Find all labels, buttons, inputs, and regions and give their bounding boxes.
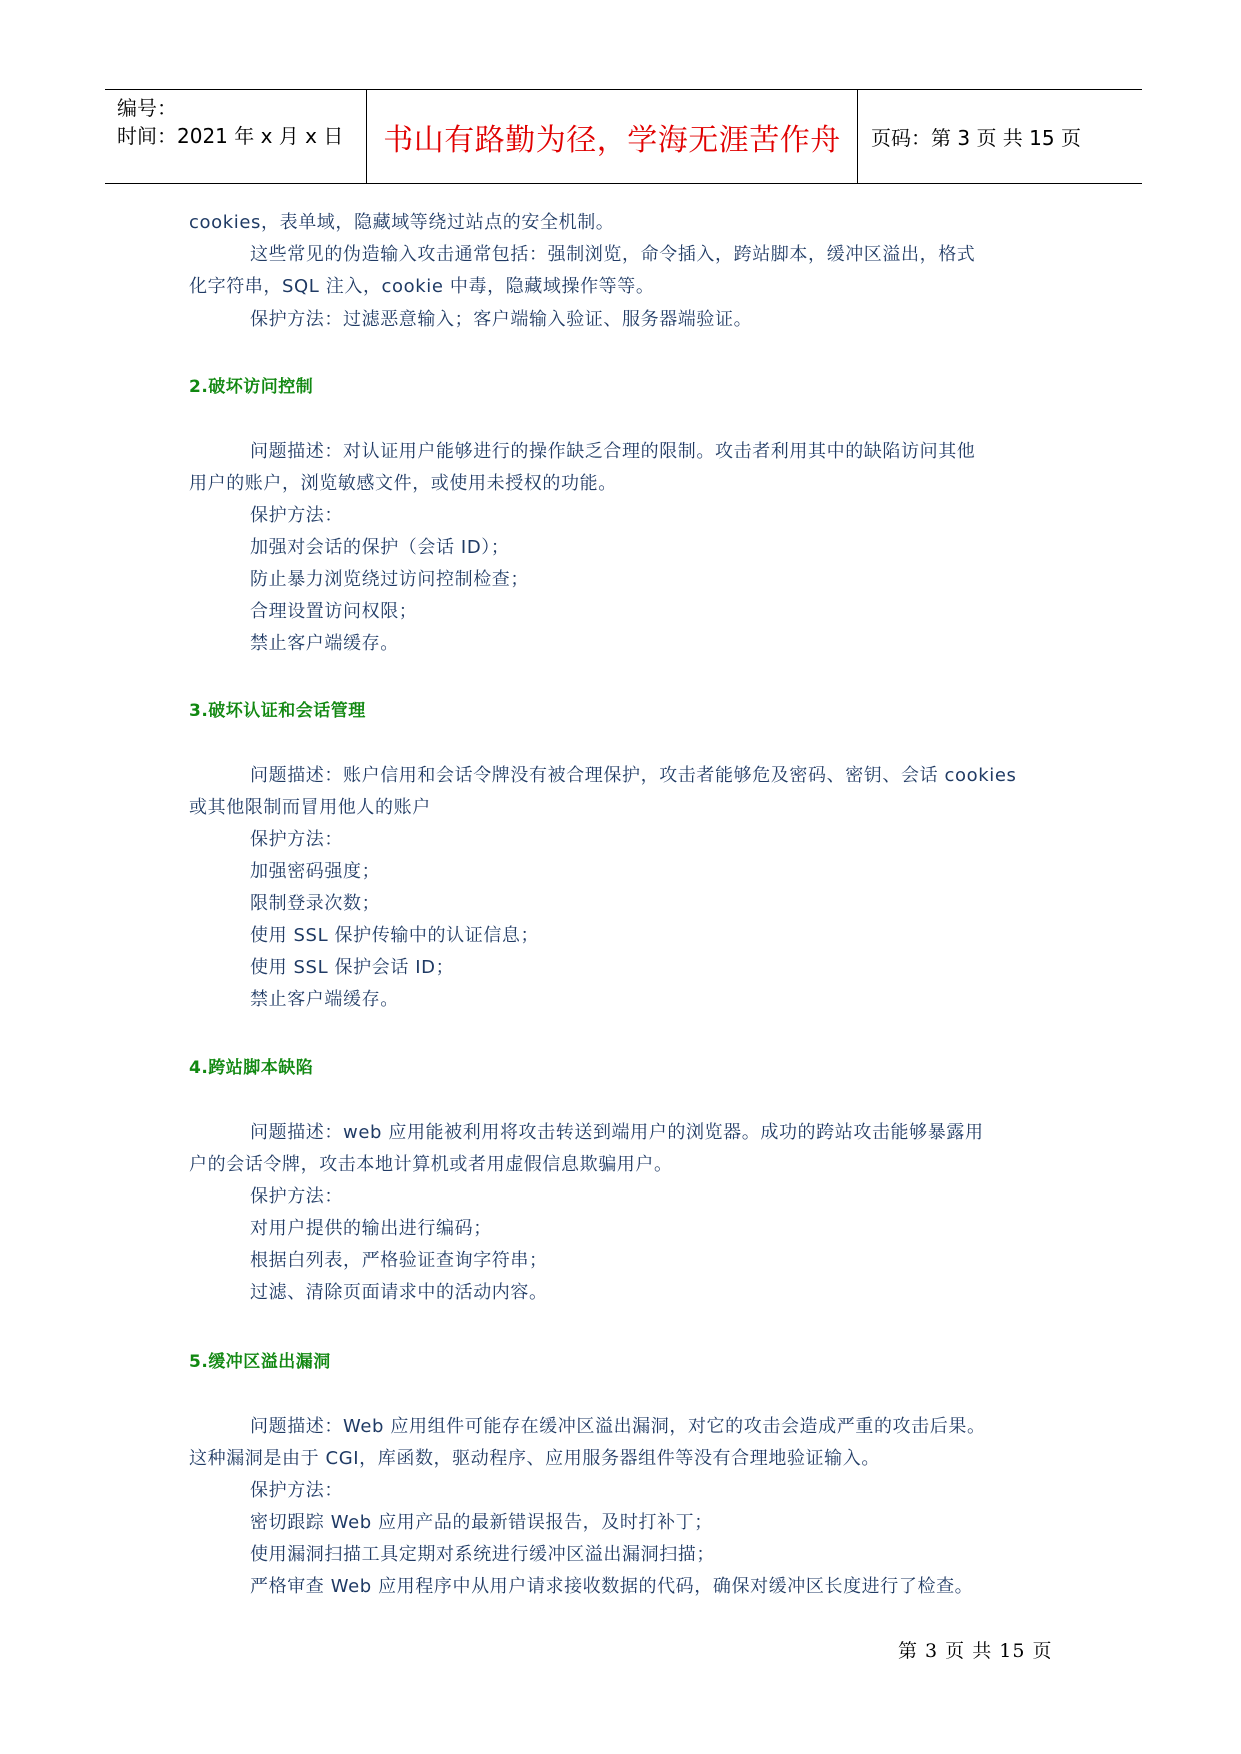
list-item: 限制登录次数； <box>250 893 381 914</box>
list-item: 严格审查 Web 应用程序中从用户请求接收数据的代码，确保对缓冲区长度进行了检查。 <box>250 1576 974 1597</box>
section-heading: 5.缓冲区溢出漏洞 <box>189 1352 331 1372</box>
header-left-cell <box>105 90 367 183</box>
paragraph-line: 问题描述：账户信用和会话令牌没有被合理保护，攻击者能够危及密码、密钥、会话 cookies <box>250 765 1017 786</box>
paragraph-line: 问题描述：Web 应用组件可能存在缓冲区溢出漏洞，对它的攻击会造成严重的攻击后果。 <box>250 1416 986 1437</box>
header-motto: 书山有路勤为径，学海无涯苦作舟 <box>367 90 858 183</box>
paragraph-line: 或其他限制而冒用他人的账户 <box>189 797 431 818</box>
list-item: 防止暴力浏览绕过访问控制检查； <box>250 569 529 590</box>
section-heading: 2.破坏访问控制 <box>189 377 314 397</box>
section-heading: 4.跨站脚本缺陷 <box>189 1058 314 1078</box>
document-number-label: 编号： <box>117 96 177 120</box>
paragraph-line: 用户的账户，浏览敏感文件，或使用未授权的功能。 <box>189 473 617 494</box>
header-page-label: 页码：第 3 页 共 15 页 <box>871 126 1081 150</box>
section-heading: 3.破坏认证和会话管理 <box>189 701 366 721</box>
paragraph-line: 问题描述：对认证用户能够进行的操作缺乏合理的限制。攻击者利用其中的缺陷访问其他 <box>250 441 976 462</box>
list-item: 过滤、清除页面请求中的活动内容。 <box>250 1282 548 1303</box>
protection-label: 保护方法： <box>250 1480 343 1501</box>
list-item: 对用户提供的输出进行编码； <box>250 1218 492 1239</box>
list-item: 使用 SSL 保护传输中的认证信息； <box>250 925 540 946</box>
list-item: 使用 SSL 保护会话 ID； <box>250 957 455 978</box>
protection-label: 保护方法： <box>250 1186 343 1207</box>
list-item: 加强密码强度； <box>250 861 381 882</box>
paragraph-line: 户的会话令牌，攻击本地计算机或者用虚假信息欺骗用户。 <box>189 1154 673 1175</box>
document-date-label: 时间：2021 年 x 月 x 日 <box>117 124 344 148</box>
paragraph-line: 化字符串，SQL 注入，cookie 中毒，隐藏域操作等等。 <box>189 276 655 297</box>
protection-label: 保护方法： <box>250 829 343 850</box>
paragraph-line: 这些常见的伪造输入攻击通常包括：强制浏览，命令插入，跨站脚本，缓冲区溢出，格式 <box>250 244 976 265</box>
paragraph-line: 这种漏洞是由于 CGI，库函数，驱动程序、应用服务器组件等没有合理地验证输入。 <box>189 1448 880 1469</box>
list-item: 使用漏洞扫描工具定期对系统进行缓冲区溢出漏洞扫描； <box>250 1544 715 1565</box>
list-item: 禁止客户端缓存。 <box>250 633 399 654</box>
paragraph-line: 保护方法：过滤恶意输入；客户端输入验证、服务器端验证。 <box>250 309 753 330</box>
paragraph-line: cookies，表单域，隐藏域等绕过站点的安全机制。 <box>189 212 615 233</box>
list-item: 禁止客户端缓存。 <box>250 989 399 1010</box>
list-item: 根据白列表，严格验证查询字符串； <box>250 1250 548 1271</box>
list-item: 加强对会话的保护（会话 ID）； <box>250 537 510 558</box>
protection-label: 保护方法： <box>250 505 343 526</box>
page-footer-number: 第 3 页 共 15 页 <box>898 1640 1053 1662</box>
paragraph-line: 问题描述：web 应用能被利用将攻击转送到端用户的浏览器。成功的跨站攻击能够暴露用 <box>250 1122 984 1143</box>
list-item: 密切跟踪 Web 应用产品的最新错误报告，及时打补丁； <box>250 1512 713 1533</box>
list-item: 合理设置访问权限； <box>250 601 418 622</box>
page-header <box>105 89 1142 184</box>
